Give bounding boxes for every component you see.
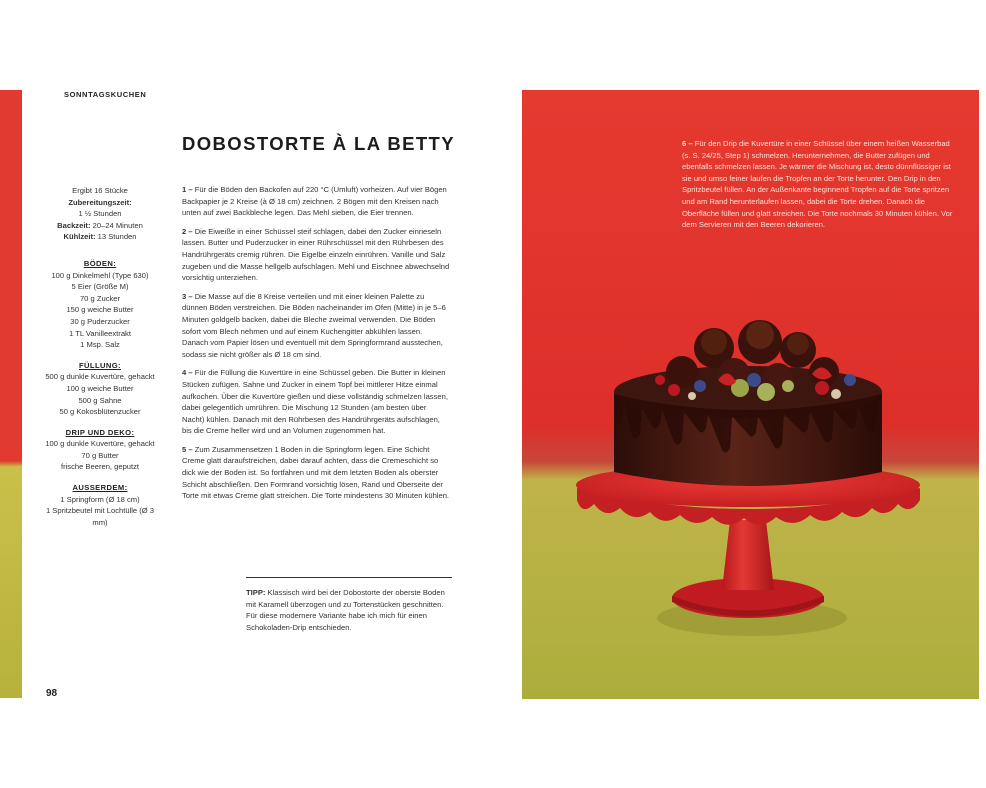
page-number: 98	[46, 688, 58, 699]
step-number: 4 –	[182, 368, 193, 378]
tip-label: TIPP:	[246, 588, 266, 597]
step-number: 2 –	[182, 226, 193, 236]
ingredient-item: 500 g dunkle Kuvertüre, gehackt	[45, 372, 155, 382]
bake-value: 20–24 Minuten	[92, 220, 143, 230]
step-number: 3 –	[182, 291, 193, 301]
step-text: Für die Böden den Backofen auf 220 °C (Umluft) vorheizen. Auf vier Bögen Backpapier je 2 Kreise (à Ø 18 cm) zeichnen. 2 Bögen mit den Kreisen nach unten auf zwei Backbleche legen. Das Mehl sieben, die Eier trennen.	[182, 185, 447, 218]
step-text: Zum Zusammensetzen 1 Boden in die Springform legen. Eine Schicht Creme glatt daraufstreichen, dabei darauf achten, dass die Cremeschicht so dick wie der Boden ist. So fortfahren und mit dem letzten Boden als oberster Schicht abschließen. Den Formrand vorsichtig lösen, Rand und Oberseite der Torte mit etwas Creme glatt streichen. Die Torte mindestens 30 Minuten kühlen.	[182, 444, 450, 501]
step-paragraph	[182, 226, 450, 284]
ingredient-item: 150 g weiche Butter	[66, 305, 134, 315]
ingredients-sidebar	[40, 185, 160, 528]
step-text: Die Masse auf die 8 Kreise verteilen und mit einer kleinen Palette zu dünnen Böden verstreichen. Die Böden nacheinander im Ofen (Mitte) in je 5–6 Minuten goldgelb backen, dabei die Bleche zweimal verwenden. Die Böden sofort vom Blech nehmen und auf einem Kuchengitter abkühlen lassen. Danach vom Papier lösen und eventuell mit dem Springformrand ausstechen, sodass sie nicht größer als Ø 18 cm sind.	[182, 291, 446, 359]
ingredient-item: frische Beeren, geputzt	[60, 462, 140, 472]
step-number: 5 –	[182, 444, 193, 454]
tip-text: Klassisch wird bei der Dobostorte der oberste Boden mit Karamell überzogen und zu Tortenstücken geschnitten. Für diese modernere Variante habe ich mich für einen Schokoladen-Drip entschieden.	[246, 588, 445, 632]
ingredient-item: 70 g Zucker	[79, 293, 121, 303]
recipe-steps	[182, 184, 450, 509]
ingredient-item: 100 g dunkle Kuvertüre, gehackt	[45, 439, 155, 449]
ingredient-item: 50 g Kokosblütenzucker	[59, 407, 141, 417]
prep-time-value: 1 ½ Stunden	[78, 209, 122, 219]
ingredient-group-heading: AUSSERDEM:	[72, 483, 128, 493]
stand-stem	[722, 520, 774, 590]
ingredient-item: 100 g weiche Butter	[66, 383, 134, 393]
running-head: SONNTAGSKUCHEN	[64, 90, 147, 99]
ingredient-item: 500 g Sahne	[78, 395, 122, 405]
left-edge-photo-strip	[0, 90, 22, 698]
step-number: 6 –	[682, 139, 693, 148]
cool-label: Kühlzeit:	[63, 232, 96, 242]
step-text: Für die Füllung die Kuvertüre in eine Schüssel geben. Die Butter in kleinen Stücken zufügen. Sahne und Zucker in einem Topf bei mittlerer Hitze einmal aufkochen. Über die Kuvertüre gießen und diese vollständig schmelzen lassen, dabei gelegentlich umrühren. Die Mischung 12 Stunden (am besten über Nacht) kühlen. Danach mit den Rührbesen des Handrührgeräts aufschlagen, bis die Creme heller wird und an Volumen zugenommen hat.	[182, 368, 448, 436]
step-number: 1 –	[182, 185, 193, 194]
step-6-text	[682, 138, 954, 231]
step-text: Für den Drip die Kuvertüre in einer Schüssel über einem heißen Wasserbad (s. S. 24/25, Step 1) schmelzen. Herunternehmen, die Butter zufügen und ebenfalls schmelzen lassen. Je wärmer die Mischung ist, desto dünnflüssiger ist sie und umso feiner laufen die Tropfen an der Torte herunter. Den Drip in den Spritzbeutel füllen. An der Außenkante beginnend Tropfen auf die Torte spritzen und am Rand herunterlaufen lassen, dabei die Torte drehen. Danach die Oberfläche füllen und glatt streichen. Die Torte nochmals 30 Minuten kühlen. Vor dem Servieren mit den Beeren dekorieren.	[682, 139, 953, 230]
cake-photo	[522, 90, 979, 699]
prep-label: Zubereitungszeit:	[68, 197, 132, 207]
ingredient-item: 30 g Puderzucker	[70, 316, 130, 326]
ingredient-item: 1 Msp. Salz	[80, 340, 120, 350]
ingredient-item: 1 TL Vanilleextrakt	[69, 328, 131, 338]
step-paragraph	[182, 184, 450, 219]
tip-box	[246, 577, 452, 633]
ingredient-group-heading: FÜLLUNG:	[78, 360, 121, 370]
step-text: Die Eiweiße in einer Schüssel steif schlagen, dabei den Zucker einrieseln lassen. Butter und Puderzucker in einer Rührschüssel mit den Rührbesen des Handrührgeräts cremig rühren. Die Eigelbe einzeln einrühren. Vanille und Salz zugeben und die Masse hellgelb aufschlagen. Mehl und Eischnee abwechselnd vorsichtig unterziehen.	[182, 226, 450, 283]
yield-text: Ergibt 16 Stücke	[72, 186, 128, 195]
ingredient-item: 70 g Butter	[81, 450, 119, 460]
step-paragraph	[182, 444, 450, 502]
cool-time	[40, 231, 160, 243]
ingredient-group-heading: BÖDEN:	[83, 258, 117, 268]
ingredient-item: 1 Spritzbeutel mit Lochtülle (Ø 3 mm)	[45, 506, 155, 527]
ingredient-item: 1 Springform (Ø 18 cm)	[60, 494, 140, 504]
cool-value: 13 Stunden	[97, 232, 137, 242]
ingredient-group-heading: DRIP UND DEKO:	[65, 427, 135, 437]
ingredient-item: 5 Eier (Größe M)	[71, 282, 129, 292]
step-paragraph	[182, 291, 450, 361]
bake-time	[40, 220, 160, 232]
step-paragraph	[182, 367, 450, 437]
bake-label: Backzeit:	[57, 220, 91, 230]
recipe-title: DOBOSTORTE À LA BETTY	[182, 133, 455, 154]
prep-time	[40, 197, 160, 209]
ingredient-item: 100 g Dinkelmehl (Type 630)	[51, 270, 149, 280]
